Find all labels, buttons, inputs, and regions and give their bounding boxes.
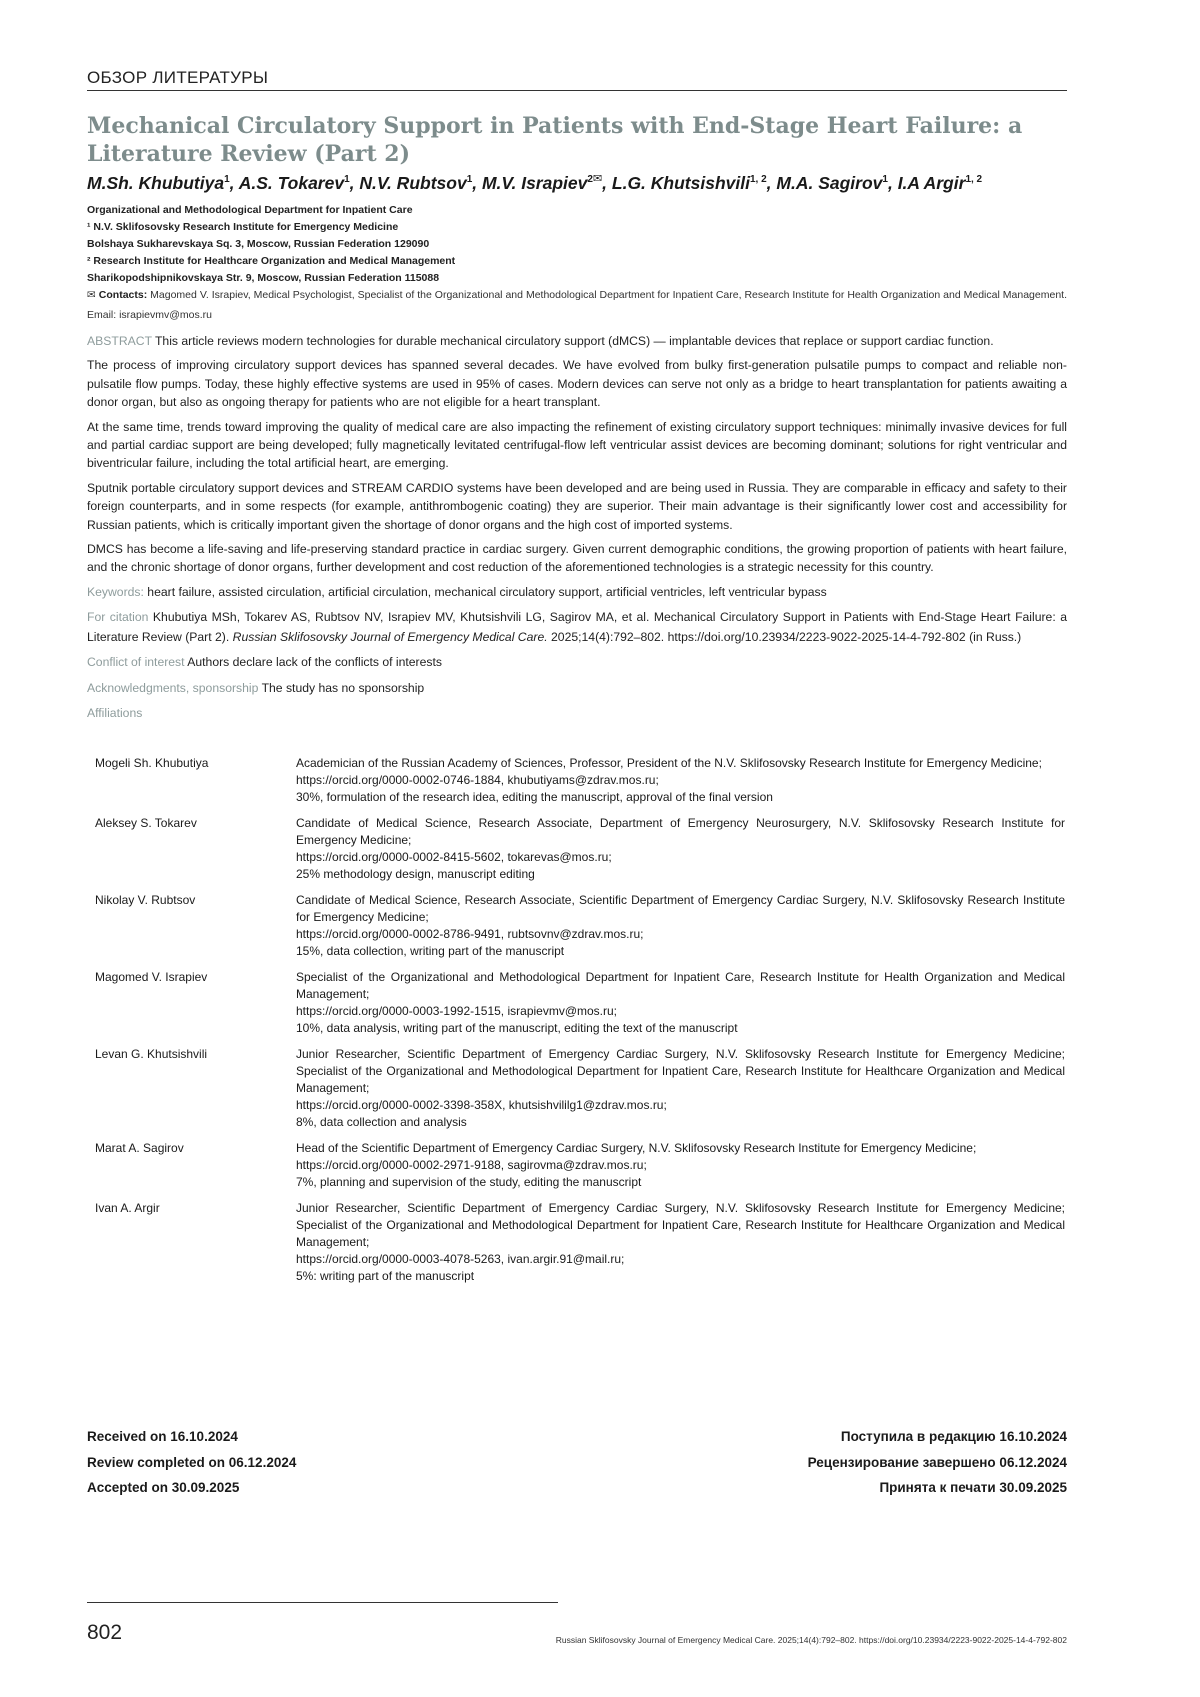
author-name: M.A. Sagirov — [776, 172, 883, 193]
affiliation-details — [296, 969, 1065, 1037]
affiliation-orcid[interactable]: https://orcid.org/0000-0002-3398-358X, khutsishvililg1@zdrav.mos.ru; — [296, 1098, 667, 1112]
affiliation-orcid[interactable]: https://orcid.org/0000-0002-2971-9188, sagirovma@zdrav.mos.ru; — [296, 1158, 647, 1172]
institution-block — [87, 202, 1067, 287]
footer-rule — [87, 1602, 558, 1603]
address-1-line: Bolshaya Sukharevskaya Sq. 3, Moscow, Russian Federation 129090 — [87, 238, 430, 250]
author-list: M.Sh. Khubutiya$^1$, A.S. Tokarev$^1$, N.V. Rubtsov$^1$, M.V. Israpiev$^{2✉}$, L.G. Khutsishvili$^{1, 2}$, M.A. Sagirov$^1$, I.A Argir$^{1, 2}$ — [87, 172, 983, 193]
accepted-date: Accepted on 30.09.2025 — [87, 1480, 240, 1495]
author-affil-sup: 1 — [224, 174, 230, 185]
author-affil-sup: 1 — [466, 174, 473, 185]
conflict-line — [87, 653, 1067, 673]
affiliation-details — [296, 892, 1065, 960]
received-date: Received on 16.10.2024 — [87, 1429, 238, 1444]
affiliation-position: Junior Researcher, Scientific Department of Emergency Cardiac Surgery, N.V. Sklifosovsky Research Institute for Emergency Medicine; Specialist of the Organizational and Methodological Department for Inpatient Care, Research Institute for Healthcare Organization and Medical Management; — [296, 1201, 1065, 1249]
received-date-ru: Поступила в редакцию 16.10.2024 — [840, 1429, 1067, 1444]
review-date: Review completed on 06.12.2024 — [87, 1454, 297, 1470]
author-name: N.V. Rubtsov — [359, 172, 467, 193]
abstract-paragraph: At the same time, trends toward improving the quality of medical care are also impacting the refinement of existing circulatory support techniques: minimally invasive devices for full and partial cardiac support are being developed; fully magnetically levitated centrifugal-flow left ventricular assist devices are becoming dominant; solutions for right ventricular and biventricular failure, including the total artificial heart, are emerging. — [87, 419, 1067, 471]
author-affil-sup: 1, 2 — [965, 174, 983, 185]
conflict-label: Conflict of interest — [87, 655, 185, 670]
citation-label: For citation — [87, 610, 149, 625]
keywords-line — [87, 583, 1067, 603]
author-name: M.V. Israpiev — [481, 172, 588, 193]
acknowledgments-text: The study has no sponsorship — [261, 680, 425, 695]
affiliation-position: Junior Researcher, Scientific Department of Emergency Cardiac Surgery, N.V. Sklifosovsky Research Institute for Emergency Medicine; Specialist of the Organizational and Methodological Department for Inpatient Care, Research Institute for Healthcare Organization and Medical Management; — [296, 1047, 1065, 1095]
citation-text: Khubutiya MSh, Tokarev AS, Rubtsov NV, Israpiev MV, Khutsishvili LG, Sagirov MA, et al. Mechanical Circulatory Support in Patients with End-Stage Heart Failure: a Literature Review (Part 2). — [87, 610, 1067, 644]
affiliation-details — [296, 815, 1065, 883]
contacts-label: Contacts: — [98, 289, 148, 301]
table-row — [95, 892, 1065, 960]
table-row — [95, 755, 1065, 806]
author-name: A.S. Tokarev — [238, 172, 345, 193]
abstract-intro — [87, 332, 1067, 350]
affiliations-heading — [87, 704, 1067, 724]
author-affil-sup: 2 — [587, 174, 593, 185]
envelope-icon: ✉ — [592, 173, 603, 185]
table-row — [95, 815, 1065, 883]
author-name: L.G. Khutsishvili — [611, 172, 750, 193]
author-name: I.A Argir — [897, 172, 966, 193]
author-name: M.Sh. Khubutiya — [87, 172, 225, 193]
affiliation-orcid[interactable]: https://orcid.org/0000-0002-8415-5602, tokarevas@mos.ru; — [296, 850, 612, 864]
table-row — [95, 969, 1065, 1037]
affiliation-details — [296, 1200, 1065, 1285]
accepted-date-ru: Принята к печати 30.09.2025 — [879, 1480, 1067, 1495]
page-number: 802 — [87, 1621, 123, 1644]
affiliation-author-name: Levan G. Khutsishvili — [95, 1047, 208, 1061]
author-affil-sup: 1 — [344, 174, 350, 185]
affiliation-contribution: 15%, data collection, writing part of the manuscript — [296, 944, 565, 958]
affiliation-author-name: Mogeli Sh. Khubutiya — [95, 756, 209, 770]
keywords-label: Keywords: — [87, 584, 144, 599]
abstract-intro-text: This article reviews modern technologies for durable mechanical circulatory support (dMCS) — implantable devices that replace or support cardiac function. — [154, 334, 994, 348]
affiliation-contribution: 25% methodology design, manuscript editing — [296, 867, 535, 881]
abstract-label: ABSTRACT — [87, 334, 152, 348]
affiliation-author-name: Aleksey S. Tokarev — [95, 816, 197, 830]
section-label: ОБЗОР ЛИТЕРАТУРЫ — [87, 68, 269, 87]
dates-english — [87, 1424, 296, 1501]
affiliation-author-name: Nikolay V. Rubtsov — [95, 893, 196, 907]
conflict-text: Authors declare lack of the conflicts of interests — [187, 655, 442, 670]
keywords-text: heart failure, assisted circulation, artificial circulation, mechanical circulatory support, artificial ventricles, left ventricular bypass — [147, 584, 827, 599]
abstract-paragraph: The process of improving circulatory support devices has spanned several decades. We have evolved from bulky first-generation pulsatile pumps to compact and reliable non-pulsatile flow pumps. Today, these highly effective systems are used in 95% of cases. Modern devices can serve not only as a bridge to heart transplantation for patients awaiting a donor organ, but also as ongoing therapy for patients who are not eligible for a heart transplant. — [87, 358, 1067, 410]
affiliation-orcid[interactable]: https://orcid.org/0000-0003-4078-5263, ivan.argir.91@mail.ru; — [296, 1252, 625, 1266]
affiliation-details — [296, 755, 1065, 806]
affiliations-table — [95, 755, 1065, 1294]
acknowledgments-label: Acknowledgments, sponsorship — [87, 680, 259, 695]
table-row — [95, 1046, 1065, 1131]
affiliation-details — [296, 1046, 1065, 1131]
contacts-text: Magomed V. Israpiev, Medical Psychologist, Specialist of the Organizational and Methodological Department for Inpatient Care, Research Institute for Health Organization and Medical Management. Email: israpievmv@mos.ru — [87, 289, 1067, 321]
footer-citation: Russian Sklifosovsky Journal of Emergency Medical Care. 2025;14(4):792–802. https://doi.org/10.23934/2223-9022-2025-14-4-792-802 — [555, 1635, 1067, 1645]
table-row — [95, 1140, 1065, 1191]
author-affil-sup: 1, 2 — [749, 174, 767, 185]
affiliation-position: Head of the Scientific Department of Emergency Cardiac Surgery, N.V. Sklifosovsky Research Institute for Emergency Medicine; — [296, 1141, 977, 1155]
citation-line — [87, 608, 1067, 647]
article-title: Mechanical Circulatory Support in Patients with End-Stage Heart Failure: a Literature Review (Part 2) — [87, 113, 1023, 167]
institution-1-line: ¹ N.V. Sklifosovsky Research Institute for Emergency Medicine — [87, 221, 399, 233]
envelope-icon: ✉ — [87, 289, 96, 301]
review-date-ru: Рецензирование завершено 06.12.2024 — [807, 1454, 1067, 1470]
affiliation-author-name: Ivan A. Argir — [95, 1201, 160, 1215]
affiliation-orcid[interactable]: https://orcid.org/0000-0003-1992-1515, israpievmv@mos.ru; — [296, 1004, 618, 1018]
affiliation-contribution: 7%, planning and supervision of the study, editing the manuscript — [296, 1175, 642, 1189]
table-row — [95, 1200, 1065, 1285]
affiliation-position: Candidate of Medical Science, Research Associate, Scientific Department of Emergency Cardiac Surgery, N.V. Sklifosovsky Research Institute for Emergency Medicine; — [296, 893, 1065, 924]
affiliations-label: Affiliations — [87, 706, 143, 721]
affiliation-position: Specialist of the Organizational and Methodological Department for Inpatient Care, Research Institute for Health Organization and Medical Management; — [296, 970, 1065, 1001]
abstract-block — [87, 332, 1067, 730]
affiliation-author-name: Marat A. Sagirov — [95, 1141, 184, 1155]
contacts-block — [87, 285, 1067, 325]
affiliation-author-name: Magomed V. Israpiev — [95, 970, 208, 984]
institution-2-line: ² Research Institute for Healthcare Organization and Medical Management — [87, 255, 456, 267]
abstract-paragraph: Sputnik portable circulatory support devices and STREAM CARDIO systems have been developed and are being used in Russia. They are comparable in efficacy and safety to their foreign counterparts, and in some respects (for example, antithrombogenic coating) they are superior. Their main advantage is their significantly lower cost and accessibility for Russian patients, which is critically important given the shortage of donor organs and the high cost of imported systems. — [87, 480, 1067, 532]
affiliation-position: Candidate of Medical Science, Research Associate, Department of Emergency Neurosurgery, N.V. Sklifosovsky Research Institute for Emergency Medicine; — [296, 816, 1065, 847]
header-rule — [87, 90, 1067, 91]
affiliation-contribution: 5%: writing part of the manuscript — [296, 1269, 475, 1283]
author-affil-sup: 1 — [882, 174, 888, 185]
affiliation-orcid[interactable]: https://orcid.org/0000-0002-8786-9491, rubtsovnv@zdrav.mos.ru; — [296, 927, 644, 941]
affiliation-details — [296, 1140, 1065, 1191]
affiliation-contribution: 10%, data analysis, writing part of the manuscript, editing the text of the manuscript — [296, 1021, 738, 1035]
abstract-paragraph: DMCS has become a life-saving and life-preserving standard practice in cardiac surgery. Given current demographic conditions, the growing proportion of patients with heart failure, and the chronic shortage of donor organs, further development and cost reduction of the aforementioned technologies is a strategic necessity for this country. — [87, 542, 1067, 575]
affiliation-contribution: 8%, data collection and analysis — [296, 1115, 467, 1129]
address-2-line: Sharikopodshipnikovskaya Str. 9, Moscow, Russian Federation 115088 — [87, 272, 440, 284]
affiliation-position: Academician of the Russian Academy of Sciences, Professor, President of the N.V. Sklifosovsky Research Institute for Emergency Medicine; — [296, 756, 1042, 770]
department-line: Organizational and Methodological Department for Inpatient Care — [87, 204, 413, 216]
dates-russian — [808, 1424, 1067, 1501]
citation-doi[interactable]: 2025;14(4):792–802. https://doi.org/10.23934/2223-9022-2025-14-4-792-802 (in Russ.) — [551, 629, 1022, 644]
affiliation-orcid[interactable]: https://orcid.org/0000-0002-0746-1884, khubutiyams@zdrav.mos.ru; — [296, 773, 659, 787]
citation-journal: Russian Sklifosovsky Journal of Emergency Medical Care. — [232, 629, 548, 644]
affiliation-contribution: 30%, formulation of the research idea, editing the manuscript, approval of the final version — [296, 790, 773, 804]
acknowledgments-line — [87, 679, 1067, 699]
